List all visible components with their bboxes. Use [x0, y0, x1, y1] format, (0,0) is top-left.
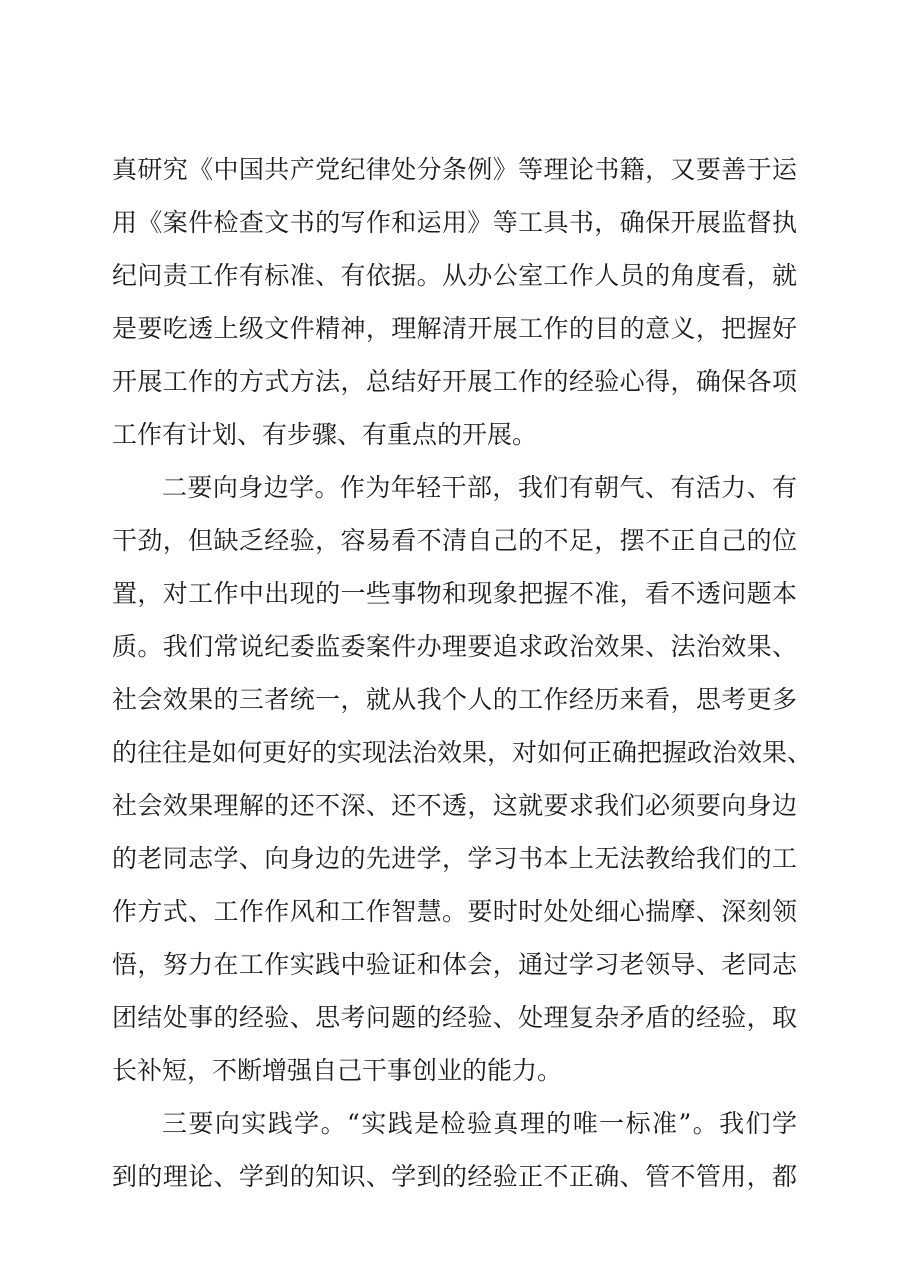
text-line: 真研究《中国共产党纪律处分条例》等理论书籍，又要善于运	[112, 155, 797, 184]
text-line: 质。我们常说纪委监委案件办理要追求政治效果、法治效果、	[112, 632, 797, 661]
text-line: 开展工作的方式方法，总结好开展工作的经验心得，确保各项	[112, 367, 797, 396]
text-line: 社会效果的三者统一，就从我个人的工作经历来看，思考更多	[112, 685, 797, 714]
text-line: 作方式、工作作风和工作智慧。要时时处处细心揣摩、深刻领	[112, 897, 797, 926]
text-line: 用《案件检查文书的写作和运用》等工具书，确保开展监督执	[112, 208, 797, 237]
text-line: 团结处事的经验、思考问题的经验、处理复杂矛盾的经验，取	[112, 1003, 797, 1032]
text-line: 长补短，不断增强自己干事创业的能力。	[112, 1056, 563, 1085]
text-line: 是要吃透上级文件精神，理解清开展工作的目的意义，把握好	[112, 314, 797, 343]
paragraph-first-line: 二要向身边学。作为年轻干部，我们有朝气、有活力、有	[162, 473, 797, 502]
text-line: 干劲，但缺乏经验，容易看不清自己的不足，摆不正自己的位	[112, 526, 797, 555]
text-line: 到的理论、学到的知识、学到的经验正不正确、管不管用，都	[112, 1162, 797, 1191]
text-line: 的老同志学、向身边的先进学，学习书本上无法教给我们的工	[112, 844, 797, 873]
text-line: 悟，努力在工作实践中验证和体会，通过学习老领导、老同志	[112, 950, 797, 979]
text-line: 社会效果理解的还不深、还不透，这就要求我们必须要向身边	[112, 791, 797, 820]
text-line: 的往往是如何更好的实现法治效果，对如何正确把握政治效果、	[112, 738, 813, 767]
text-line: 置，对工作中出现的一些事物和现象把握不准，看不透问题本	[112, 579, 797, 608]
text-line: 工作有计划、有步骤、有重点的开展。	[112, 420, 538, 449]
text-line: 纪问责工作有标准、有依据。从办公室工作人员的角度看，就	[112, 261, 797, 290]
paragraph-first-line: 三要向实践学。“实践是检验真理的唯一标准”。我们学	[162, 1109, 797, 1138]
